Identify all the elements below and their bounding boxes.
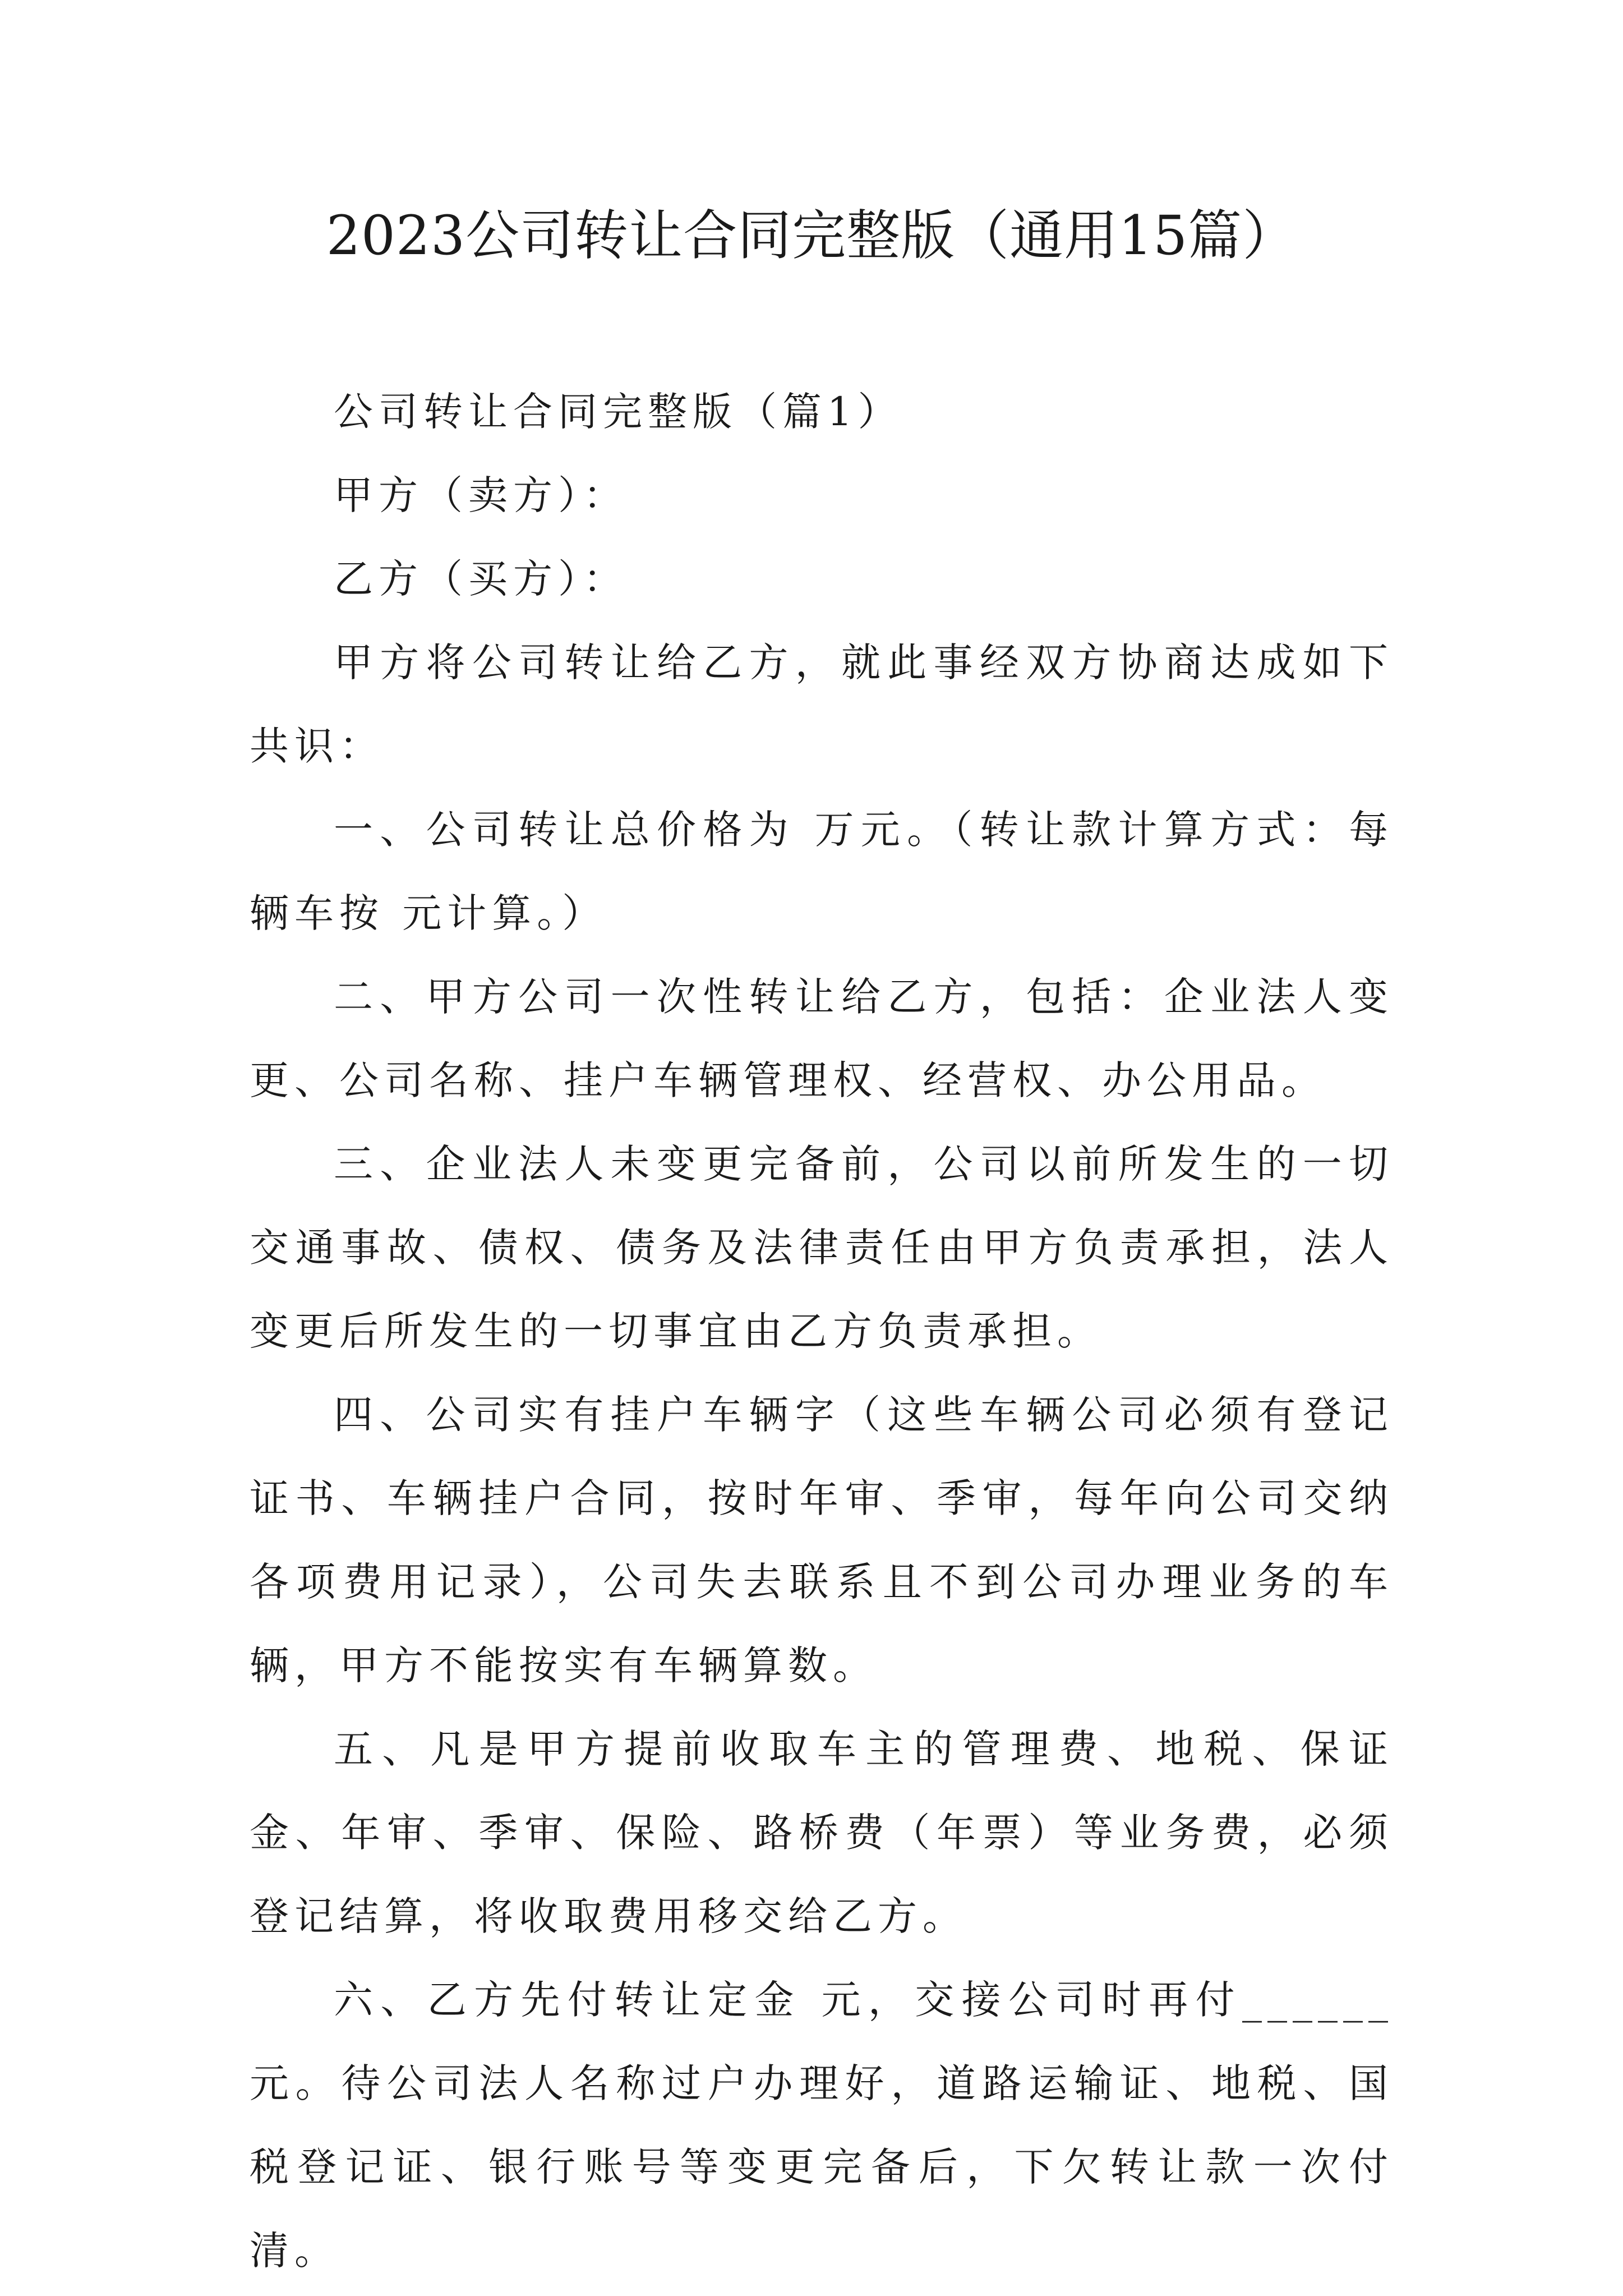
clause-3: 三、企业法人未变更完备前，公司以前所发生的一切交通事故、债权、债务及法律责任由甲方负责承担，法人变更后所发生的一切事宜由乙方负责承担。 — [250, 1141, 1394, 1354]
document-title: 2023公司转让合同完整版（通用15篇） — [326, 204, 1297, 267]
clause-1: 一、公司转让总价格为 万元。（转让款计算方式：每辆车按 元计算。） — [250, 807, 1394, 936]
party-b-line: 乙方（买方）： — [334, 556, 628, 602]
document-body — [250, 370, 1394, 2293]
intro-paragraph: 甲方将公司转让给乙方，就此事经双方协商达成如下共识： — [250, 639, 1394, 769]
clause-5: 五、凡是甲方提前收取车主的管理费、地税、保证金、年审、季审、保险、路桥费（年票）等业务费，必须登记结算，将收取费用移交给乙方。 — [250, 1726, 1394, 1939]
clause-2: 二、甲方公司一次性转让给乙方，包括：企业法人变更、公司名称、挂户车辆管理权、经营权、办公用品。 — [250, 974, 1394, 1103]
clause-4: 四、公司实有挂户车辆字（这些车辆公司必须有登记证书、车辆挂户合同，按时年审、季审，每年向公司交纳各项费用记录），公司失去联系且不到公司办理业务的车辆，甲方不能按实有车辆算数。 — [250, 1392, 1394, 1688]
party-a-line: 甲方（卖方）： — [334, 472, 628, 518]
clause-6: 六、乙方先付转让定金 元，交接公司时再付______元。待公司法人名称过户办理好，道路运输证、地税、国税登记证、银行账号等变更完备后，下欠转让款一次付清。 — [250, 1977, 1394, 2274]
section-heading: 公司转让合同完整版（篇1） — [334, 389, 903, 435]
